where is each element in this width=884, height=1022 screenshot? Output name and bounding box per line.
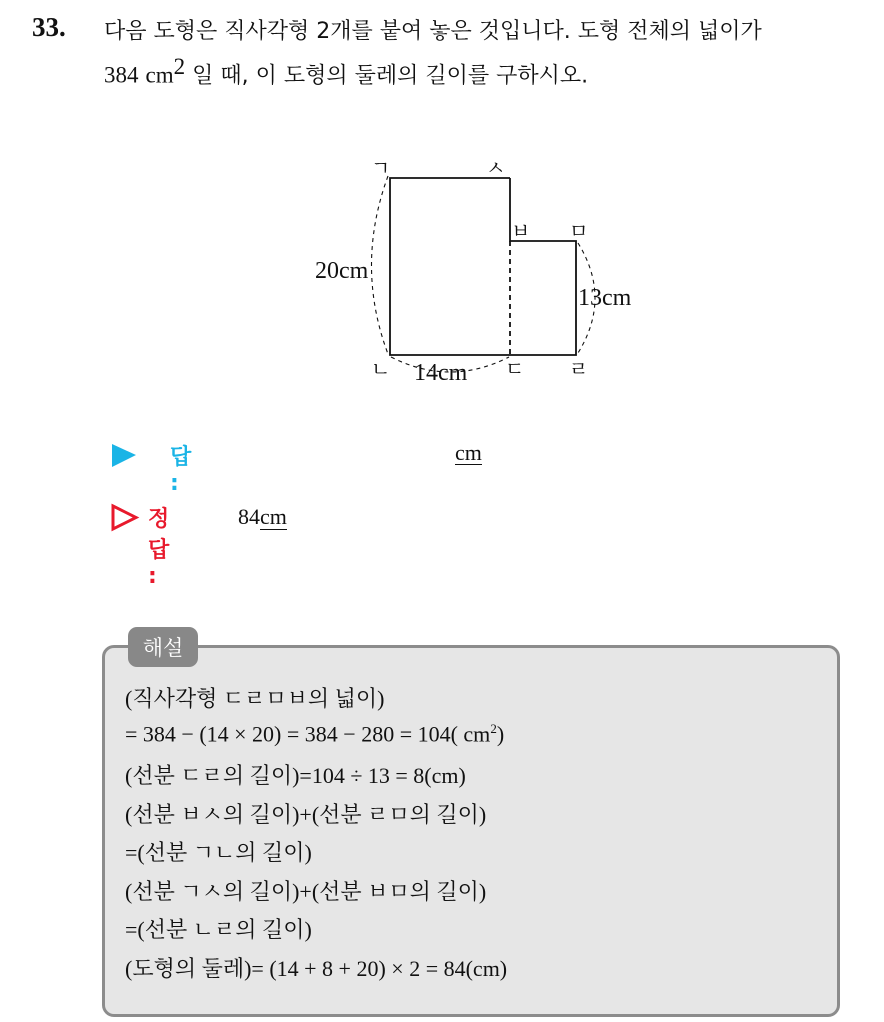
solution-line: (직사각형 ㄷㄹㅁㅂ의 넓이) bbox=[125, 686, 385, 711]
answer-unit: cm bbox=[455, 440, 482, 465]
solution-line: =(선분 ㄴㄹ의 길이) bbox=[125, 917, 312, 942]
point-label-d: ㄷ bbox=[505, 357, 525, 381]
question-text-line1: 다음 도형은 직사각형 2개를 붙여 놓은 것입니다. 도형 전체의 넓이가 bbox=[104, 19, 762, 44]
point-label-s: ㅅ bbox=[486, 156, 506, 180]
length-label-bottom: 14cm bbox=[414, 360, 468, 386]
point-label-r: ㄹ bbox=[569, 357, 589, 381]
solution-line-main: = 384 − (14 × 20) = 384 − 280 = 104( cm bbox=[125, 720, 491, 746]
area-unit: cm bbox=[145, 62, 174, 88]
correct-answer-number: 84 bbox=[238, 504, 260, 529]
question-text-rest: 일 때, 이 도형의 둘레의 길이를 구하시오. bbox=[185, 63, 589, 89]
point-label-n: ㄴ bbox=[371, 357, 391, 381]
length-label-left: 20cm bbox=[315, 258, 369, 284]
solution-line: (선분 ㅂㅅ의 길이)+(선분 ㄹㅁ의 길이) bbox=[125, 801, 487, 827]
solution-line-exponent: 2 bbox=[490, 720, 497, 736]
dim-arc-left bbox=[372, 176, 389, 354]
correct-answer-unit: cm bbox=[260, 504, 287, 529]
point-label-m: ㅁ bbox=[569, 219, 589, 243]
area-unit-exponent: 2 bbox=[173, 54, 186, 79]
answer-label: 답 : bbox=[170, 445, 192, 496]
area-value: 384 bbox=[104, 62, 139, 88]
correct-answer-value bbox=[238, 504, 287, 530]
outline-arrow-icon bbox=[110, 503, 140, 533]
solution-line: (선분 ㄱㅅ의 길이)+(선분 ㅂㅁ의 길이) bbox=[125, 878, 487, 904]
solution-line bbox=[125, 721, 507, 760]
solution-tab: 해설 bbox=[128, 627, 198, 667]
length-label-right: 13cm bbox=[578, 285, 632, 311]
solution-line: (도형의 둘레)= (14 + 8 + 20) × 2 = 84(cm) bbox=[125, 955, 508, 981]
rectangle-figure bbox=[0, 0, 884, 420]
point-label-g: ㄱ bbox=[371, 156, 391, 180]
solution-lines bbox=[125, 682, 507, 990]
correct-answer-label: 정답 : bbox=[148, 507, 170, 589]
play-arrow-icon bbox=[110, 441, 140, 471]
solution-line-close: ) bbox=[496, 720, 505, 746]
solution-line: (선분 ㄷㄹ의 길이)=104 ÷ 13 = 8(cm) bbox=[125, 763, 466, 788]
figure-outline bbox=[390, 178, 576, 355]
point-label-b: ㅂ bbox=[511, 219, 531, 243]
solution-line: =(선분 ㄱㄴ의 길이) bbox=[125, 840, 312, 865]
question-number: 33. bbox=[32, 12, 66, 42]
